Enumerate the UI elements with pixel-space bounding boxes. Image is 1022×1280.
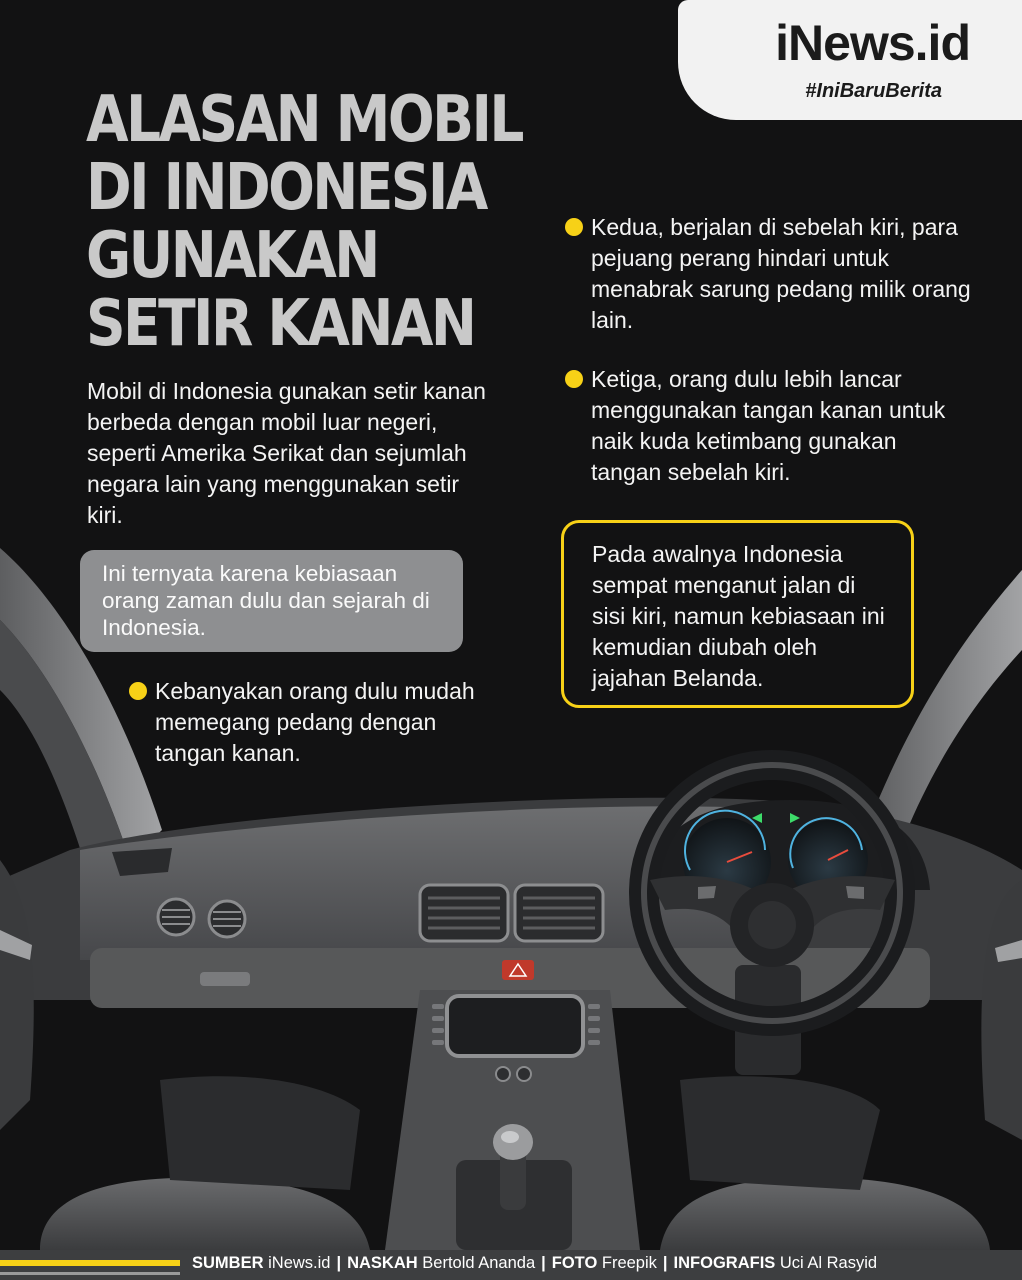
note-box <box>561 520 914 708</box>
credits-bar <box>0 1250 1022 1280</box>
point-item <box>155 676 495 769</box>
source-label: SUMBER <box>192 1254 264 1272</box>
point-text: Kebanyakan orang dulu mudah memegang pedang dengan tangan kanan. <box>155 678 475 766</box>
headline <box>86 83 522 361</box>
brand-card <box>678 0 1022 120</box>
point-item <box>591 212 971 336</box>
photo-label: FOTO <box>551 1254 598 1272</box>
graphic-label: INFOGRAFIS <box>673 1254 776 1272</box>
highlight-box <box>80 550 463 652</box>
graphic-value: Uci Al Rasyid <box>779 1254 878 1272</box>
point-text: Ketiga, orang dulu lebih lancar menggunakan tangan kanan untuk naik kuda ketimbang gunakan tangan sebelah kiri. <box>591 366 946 485</box>
note-text: Pada awalnya Indonesia sempat menganut jalan di sisi kiri, namun kebiasaan ini kemudian diubah oleh jajahan Belanda. <box>592 541 885 691</box>
footer-accent-stripe <box>0 1260 180 1266</box>
headline-line: DI INDONESIA <box>86 151 486 225</box>
intro-paragraph: Mobil di Indonesia gunakan setir kanan berbeda dengan mobil luar negeri, seperti Amerika Serikat dan sejumlah negara lain yang menggunakan setir kiri. <box>87 378 486 528</box>
headline-line: ALASAN MOBIL <box>86 83 522 157</box>
footer-divider <box>0 1272 180 1275</box>
source-value: iNews.id <box>268 1254 331 1272</box>
bullet-dot-icon <box>129 682 147 700</box>
highlight-text: Ini ternyata karena kebiasaan orang zaman dulu dan sejarah di Indonesia. <box>102 561 430 640</box>
bullet-dot-icon <box>565 370 583 388</box>
point-item <box>591 364 971 488</box>
brand-hashtag: #IniBaruBerita <box>805 80 942 102</box>
credits-text: SUMBER iNews.id | NASKAH Bertold Ananda | FOTO Freepik | INFOGRAFIS Uci Al Rasyid <box>192 1254 878 1272</box>
brand-logo: iNews.id <box>775 15 970 71</box>
bullet-dot-icon <box>565 218 583 236</box>
writer-value: Bertold Ananda <box>422 1254 536 1272</box>
headline-line: SETIR KANAN <box>86 287 475 361</box>
headline-line: GUNAKAN <box>86 219 378 293</box>
writer-label: NASKAH <box>347 1254 418 1272</box>
point-text: Kedua, berjalan di sebelah kiri, para pejuang perang hindari untuk menabrak sarung pedang milik orang lain. <box>591 214 971 333</box>
photo-value: Freepik <box>601 1254 657 1272</box>
